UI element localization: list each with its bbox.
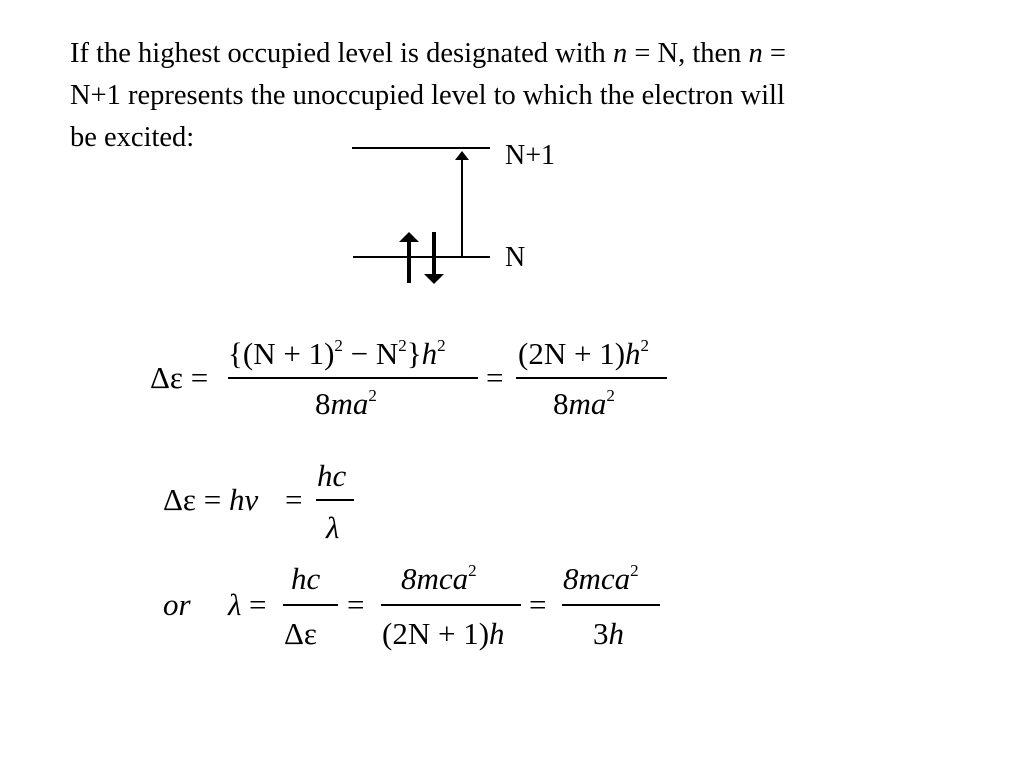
eq3-den2-text: (2N + 1) [382,616,490,651]
fraction-bar [228,377,478,379]
eq1-numerator-2 [518,335,650,371]
eq1-num1-mid: − N [342,336,399,371]
eq1-numerator-1 [228,335,446,371]
exponent: 2 [630,560,639,580]
eq3-denominator-2 [382,618,505,649]
eq2-numerator: hc [317,458,347,493]
eq2-lhs-text: Δε = [163,482,229,517]
variable-hv: hν [228,482,259,517]
eq1-num1-text: {(N + 1) [228,336,335,371]
eq1-denominator-1 [315,385,377,421]
eq3-numerator-2 [401,560,477,596]
eq2-denominator: λ [326,510,340,545]
exponent: 2 [398,335,407,355]
eq1-num2-text: (2N + 1) [518,336,626,371]
intro-line-3: be excited: [70,122,195,153]
eq3-equals-3: = [529,587,547,622]
eq1-den1-8: 8 [315,386,331,421]
variable-mca: mca [578,561,631,596]
eq1-equals: = [486,360,504,395]
variable-h: h [625,336,641,371]
fraction-bar [516,377,667,379]
lower-level-label: N [505,242,526,273]
eq3-numerator-1: hc [291,561,321,596]
intro-text: = [762,38,786,69]
variable-mca: mca [416,561,469,596]
intro-line-2: N+1 represents the unoccupied level to which the electron will [70,80,785,111]
eq3-denominator-1: Δε [284,616,317,651]
eq2-equals: = [285,482,303,517]
exponent: 2 [606,385,615,405]
eq3-num3-8: 8 [563,561,579,596]
intro-text: If the highest occupied level is designated with [70,38,613,69]
variable-ma: ma [568,386,607,421]
eq1-denominator-2 [553,385,615,421]
eq3-numerator-3 [563,560,639,596]
eq3-equals-2: = [347,587,365,622]
eq3-denominator-3 [593,618,624,649]
exponent: 2 [640,335,650,355]
variable-h: h [608,616,624,651]
exponent: 2 [437,335,446,355]
eq3-den3-3: 3 [593,616,609,651]
eq3-or: or [163,587,191,622]
eq3-equals-1: = [249,587,267,622]
eq1-den2-8: 8 [553,386,569,421]
variable-h: h [421,336,438,371]
variable-ma: ma [330,386,369,421]
fraction-bar [381,604,521,606]
excitation-arrow [455,151,469,256]
eq3-num2-8: 8 [401,561,417,596]
exponent: 2 [468,560,477,580]
variable-h: h [489,616,505,651]
exponent: 2 [334,335,343,355]
fraction-bar [283,604,338,606]
eq2-lhs [163,484,258,515]
fraction-bar [316,499,354,501]
exponent: 2 [368,385,377,405]
upper-level-label: N+1 [505,140,556,171]
fraction-bar [562,604,660,606]
variable-n: n [748,38,763,69]
intro-text: = N, then [627,38,749,69]
eq3-lambda: λ [228,587,242,622]
eq1-num1-end: } [406,336,422,371]
eq1-lhs: Δε = [150,360,209,395]
variable-n: n [612,38,628,69]
